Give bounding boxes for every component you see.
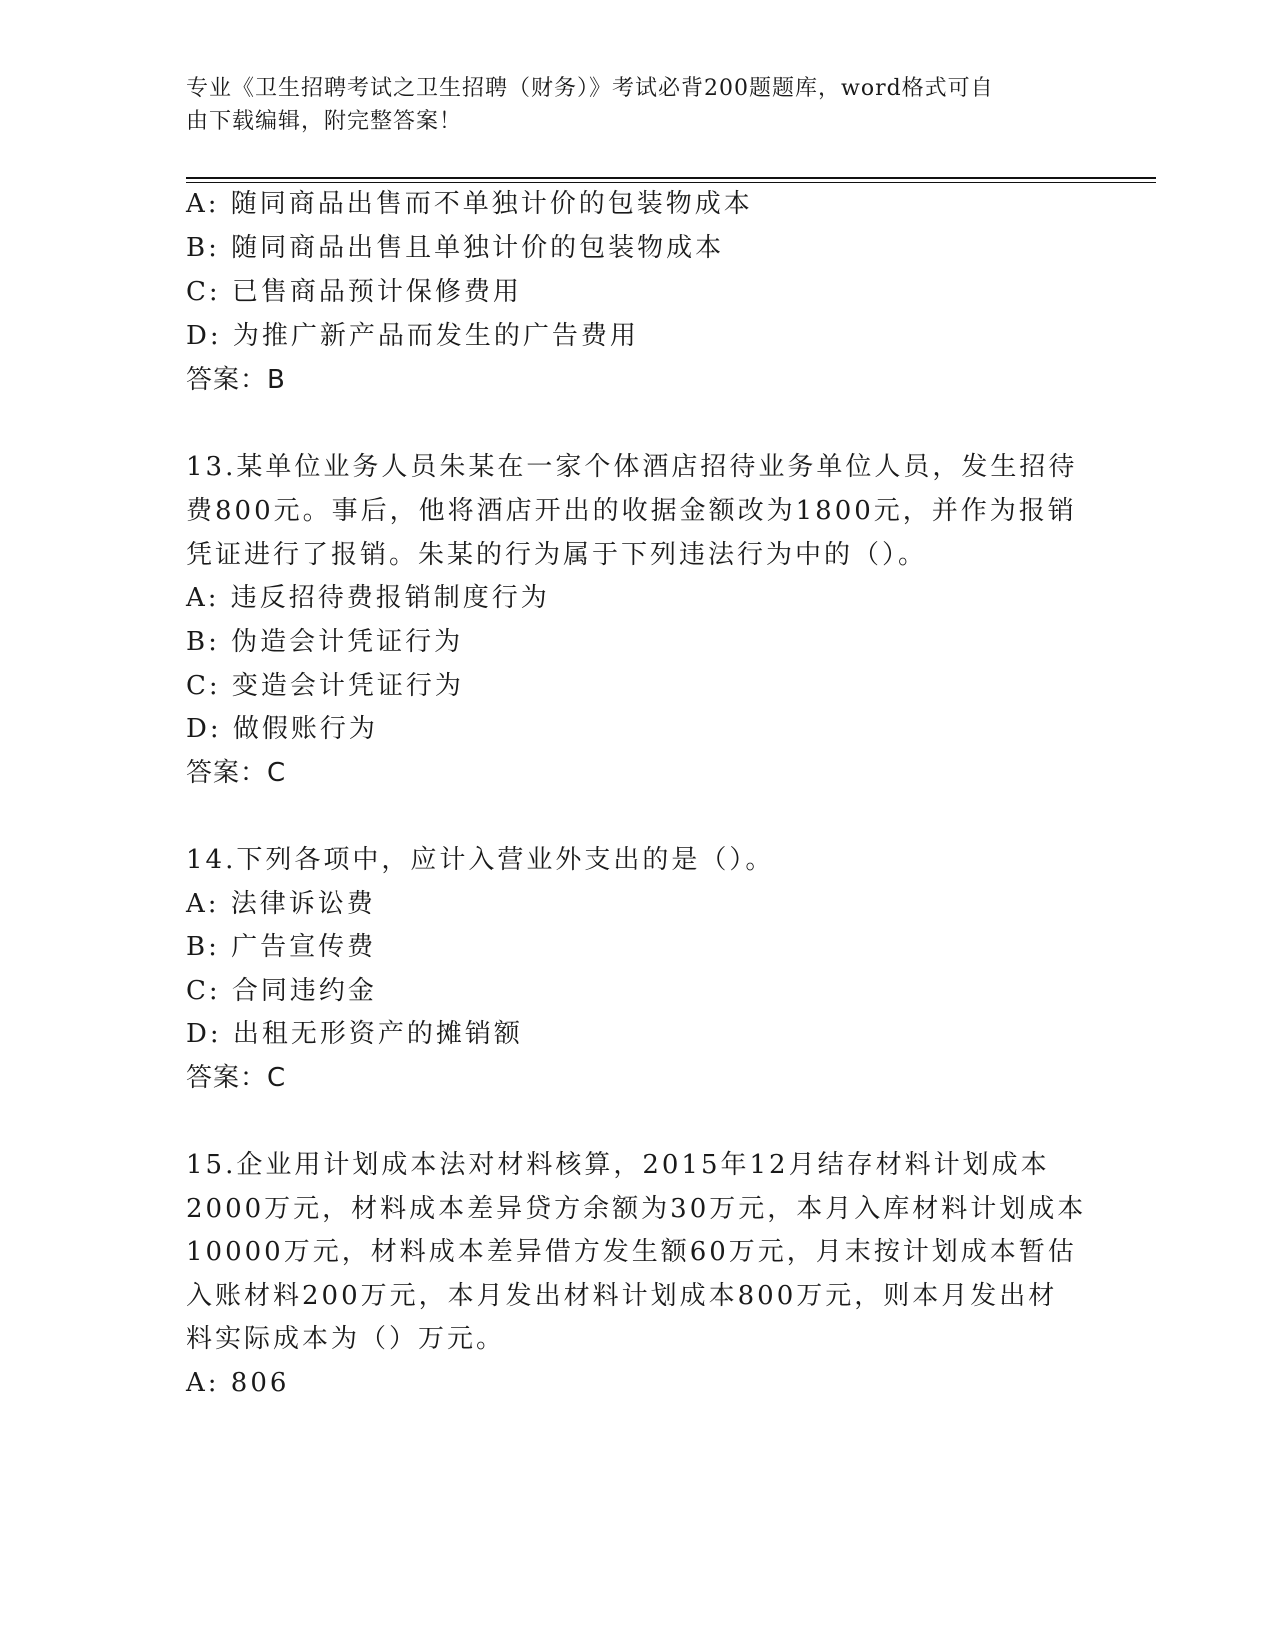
q14-option-a: A: 法律诉讼费 bbox=[186, 889, 376, 919]
document-header bbox=[186, 72, 1066, 138]
q15-option-a: A: 806 bbox=[186, 1368, 290, 1398]
q13-stem-line-2: 费800元。事后，他将酒店开出的收据金额改为1800元，并作为报销 bbox=[186, 496, 1077, 526]
q12-answer: 答案：B bbox=[186, 365, 286, 395]
q13-option-b: B: 伪造会计凭证行为 bbox=[186, 627, 464, 657]
q14-option-b: B: 广告宣传费 bbox=[186, 932, 377, 962]
q15-stem-line-4: 入账材料200万元，本月发出材料计划成本800万元，则本月发出材 bbox=[186, 1281, 1058, 1311]
header-line-1: 专业《卫生招聘考试之卫生招聘（财务）》考试必背200题题库，word格式可自 bbox=[186, 76, 994, 101]
q13-stem-line-3: 凭证进行了报销。朱某的行为属于下列违法行为中的（）。 bbox=[186, 540, 928, 570]
q15-stem-line-1: 15.企业用计划成本法对材料核算，2015年12月结存材料计划成本 bbox=[186, 1150, 1050, 1180]
q12-option-b: B: 随同商品出售且单独计价的包装物成本 bbox=[186, 233, 725, 263]
header-divider-thin bbox=[186, 182, 1156, 183]
q14-answer: 答案：C bbox=[186, 1063, 287, 1093]
q13-option-d: D: 做假账行为 bbox=[186, 714, 378, 744]
q12-option-c: C: 已售商品预计保修费用 bbox=[186, 277, 522, 307]
header-divider-thick bbox=[186, 177, 1156, 179]
q12-option-a: A: 随同商品出售而不单独计价的包装物成本 bbox=[186, 189, 753, 219]
q12-option-d: D: 为推广新产品而发生的广告费用 bbox=[186, 321, 639, 351]
q15-stem-line-3: 10000万元，材料成本差异借方发生额60万元，月末按计划成本暂估 bbox=[186, 1237, 1077, 1267]
q13-stem-line-1: 13.某单位业务人员朱某在一家个体酒店招待业务单位人员，发生招待 bbox=[186, 452, 1078, 482]
q13-answer: 答案：C bbox=[186, 758, 287, 788]
header-line-2: 由下载编辑，附完整答案！ bbox=[186, 109, 463, 134]
q13-option-a: A: 违反招待费报销制度行为 bbox=[186, 583, 550, 613]
q13-option-c: C: 变造会计凭证行为 bbox=[186, 671, 464, 701]
q15-stem-line-2: 2000万元，材料成本差异贷方余额为30万元，本月入库材料计划成本 bbox=[186, 1194, 1087, 1224]
q14-stem-line-1: 14.下列各项中，应计入营业外支出的是（）。 bbox=[186, 845, 775, 875]
q14-option-d: D: 出租无形资产的摊销额 bbox=[186, 1019, 523, 1049]
q14-option-c: C: 合同违约金 bbox=[186, 976, 377, 1006]
q15-stem-line-5: 料实际成本为（）万元。 bbox=[186, 1324, 506, 1354]
